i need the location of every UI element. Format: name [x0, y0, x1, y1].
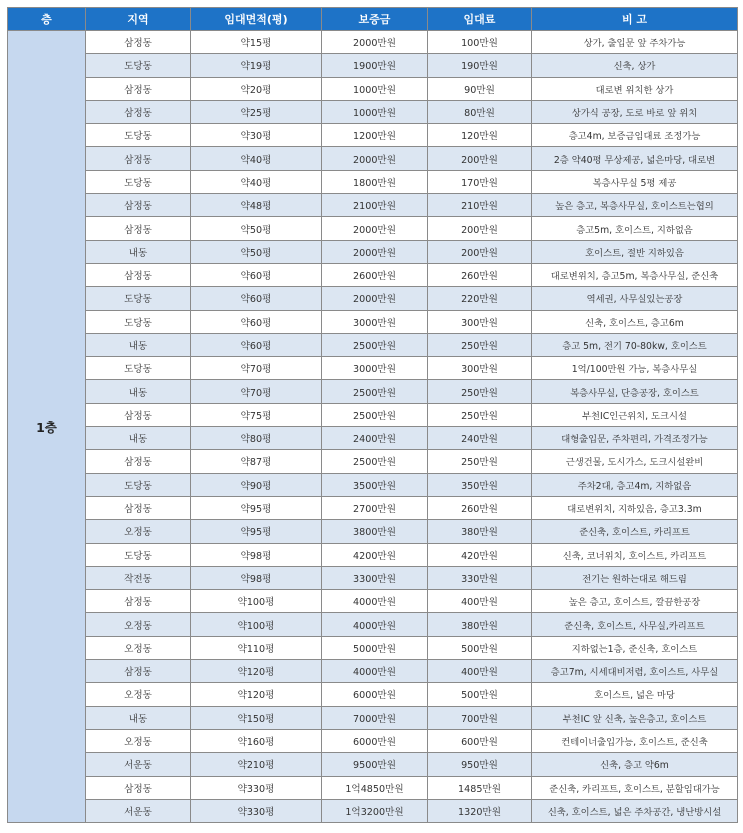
cell-area: 약210평	[191, 753, 322, 776]
cell-deposit: 3800만원	[322, 520, 428, 543]
table-row	[8, 566, 738, 589]
cell-note: 부천IC 앞 신축, 높은층고, 호이스트	[532, 706, 738, 729]
cell-deposit: 2000만원	[322, 240, 428, 263]
cell-deposit: 2000만원	[322, 31, 428, 54]
table-row	[8, 357, 738, 380]
cell-rent: 100만원	[428, 31, 532, 54]
cell-area: 약20평	[191, 77, 322, 100]
cell-note: 복층사무실 5평 제공	[532, 170, 738, 193]
table-row	[8, 54, 738, 77]
cell-deposit: 2600만원	[322, 263, 428, 286]
table-row	[8, 473, 738, 496]
header-deposit: 보증금	[322, 8, 428, 31]
cell-region: 도당동	[86, 543, 191, 566]
cell-region: 도당동	[86, 124, 191, 147]
cell-area: 약15평	[191, 31, 322, 54]
cell-rent: 90만원	[428, 77, 532, 100]
cell-rent: 1320만원	[428, 799, 532, 822]
table-row	[8, 310, 738, 333]
table-row	[8, 170, 738, 193]
cell-area: 약90평	[191, 473, 322, 496]
cell-area: 약160평	[191, 729, 322, 752]
cell-note: 1억/100만원 가능, 복층사무실	[532, 357, 738, 380]
cell-note: 역세권, 사무실있는공장	[532, 287, 738, 310]
cell-note: 준신축, 호이스트, 카리프트	[532, 520, 738, 543]
cell-deposit: 2000만원	[322, 217, 428, 240]
cell-note: 상가, 출입문 앞 주차가능	[532, 31, 738, 54]
cell-rent: 170만원	[428, 170, 532, 193]
cell-rent: 400만원	[428, 660, 532, 683]
cell-rent: 600만원	[428, 729, 532, 752]
cell-note: 컨테이너출입가능, 호이스트, 준신축	[532, 729, 738, 752]
cell-rent: 120만원	[428, 124, 532, 147]
cell-region: 삼정동	[86, 31, 191, 54]
table-row	[8, 380, 738, 403]
cell-region: 삼정동	[86, 100, 191, 123]
table-row	[8, 776, 738, 799]
table-row	[8, 450, 738, 473]
cell-area: 약110평	[191, 636, 322, 659]
table-row	[8, 403, 738, 426]
header-note: 비 고	[532, 8, 738, 31]
cell-rent: 250만원	[428, 333, 532, 356]
cell-area: 약60평	[191, 287, 322, 310]
table-row	[8, 333, 738, 356]
cell-rent: 950만원	[428, 753, 532, 776]
cell-region: 내동	[86, 427, 191, 450]
cell-deposit: 1억3200만원	[322, 799, 428, 822]
cell-area: 약40평	[191, 170, 322, 193]
cell-region: 오정동	[86, 636, 191, 659]
cell-region: 내동	[86, 706, 191, 729]
cell-note: 호이스트, 절반 지하있음	[532, 240, 738, 263]
cell-area: 약75평	[191, 403, 322, 426]
cell-area: 약60평	[191, 333, 322, 356]
table-row	[8, 520, 738, 543]
cell-note: 주차2대, 층고4m, 지하없음	[532, 473, 738, 496]
listing-table-container	[7, 7, 738, 823]
table-row	[8, 753, 738, 776]
cell-area: 약95평	[191, 496, 322, 519]
cell-rent: 200만원	[428, 240, 532, 263]
cell-area: 약98평	[191, 543, 322, 566]
cell-region: 삼정동	[86, 217, 191, 240]
cell-region: 삼정동	[86, 776, 191, 799]
cell-deposit: 2000만원	[322, 287, 428, 310]
cell-region: 삼정동	[86, 263, 191, 286]
cell-region: 내동	[86, 240, 191, 263]
table-row	[8, 240, 738, 263]
cell-deposit: 1000만원	[322, 77, 428, 100]
cell-note: 신축, 호이스트, 층고6m	[532, 310, 738, 333]
cell-area: 약330평	[191, 799, 322, 822]
table-row	[8, 287, 738, 310]
cell-rent: 80만원	[428, 100, 532, 123]
cell-area: 약95평	[191, 520, 322, 543]
cell-region: 작전동	[86, 566, 191, 589]
cell-rent: 250만원	[428, 403, 532, 426]
cell-rent: 190만원	[428, 54, 532, 77]
table-row	[8, 683, 738, 706]
cell-note: 전기는 원하는대로 해드림	[532, 566, 738, 589]
cell-area: 약98평	[191, 566, 322, 589]
cell-rent: 420만원	[428, 543, 532, 566]
header-rent: 임대료	[428, 8, 532, 31]
cell-note: 대형출입문, 주차편리, 가격조정가능	[532, 427, 738, 450]
cell-area: 약30평	[191, 124, 322, 147]
floor-label: 1층	[8, 31, 86, 823]
cell-deposit: 2000만원	[322, 147, 428, 170]
cell-deposit: 2500만원	[322, 380, 428, 403]
cell-area: 약120평	[191, 683, 322, 706]
cell-region: 내동	[86, 380, 191, 403]
cell-deposit: 6000만원	[322, 729, 428, 752]
cell-note: 층고5m, 호이스트, 지하없음	[532, 217, 738, 240]
cell-note: 신축, 호이스트, 넓은 주차공간, 냉난방시설	[532, 799, 738, 822]
cell-area: 약60평	[191, 310, 322, 333]
table-body	[8, 31, 738, 823]
cell-area: 약120평	[191, 660, 322, 683]
table-row	[8, 263, 738, 286]
cell-area: 약70평	[191, 357, 322, 380]
cell-note: 준신축, 카리프트, 호이스트, 분할임대가능	[532, 776, 738, 799]
cell-deposit: 2400만원	[322, 427, 428, 450]
table-row	[8, 147, 738, 170]
cell-rent: 260만원	[428, 496, 532, 519]
cell-area: 약48평	[191, 194, 322, 217]
table-row	[8, 194, 738, 217]
header-floor: 층	[8, 8, 86, 31]
cell-deposit: 1800만원	[322, 170, 428, 193]
table-row	[8, 729, 738, 752]
cell-note: 부천IC인근위치, 도크시설	[532, 403, 738, 426]
cell-deposit: 6000만원	[322, 683, 428, 706]
cell-rent: 380만원	[428, 613, 532, 636]
cell-region: 도당동	[86, 310, 191, 333]
cell-rent: 300만원	[428, 310, 532, 333]
cell-region: 삼정동	[86, 590, 191, 613]
cell-note: 층고7m, 시세대비저렴, 호이스트, 사무실	[532, 660, 738, 683]
cell-note: 준신축, 호이스트, 사무실,카리프트	[532, 613, 738, 636]
cell-note: 근생건물, 도시가스, 도크시설완비	[532, 450, 738, 473]
cell-deposit: 4000만원	[322, 613, 428, 636]
cell-deposit: 5000만원	[322, 636, 428, 659]
table-row	[8, 427, 738, 450]
cell-region: 도당동	[86, 473, 191, 496]
cell-deposit: 9500만원	[322, 753, 428, 776]
cell-note: 층고 5m, 전기 70-80kw, 호이스트	[532, 333, 738, 356]
cell-rent: 330만원	[428, 566, 532, 589]
cell-deposit: 1억4850만원	[322, 776, 428, 799]
cell-note: 상가식 공장, 도로 바로 앞 위치	[532, 100, 738, 123]
cell-note: 대로변 위치한 상가	[532, 77, 738, 100]
cell-area: 약60평	[191, 263, 322, 286]
cell-note: 신축, 상가	[532, 54, 738, 77]
cell-area: 약19평	[191, 54, 322, 77]
cell-deposit: 3500만원	[322, 473, 428, 496]
cell-note: 높은 층고, 복층사무실, 호이스트는협의	[532, 194, 738, 217]
cell-area: 약50평	[191, 240, 322, 263]
cell-rent: 250만원	[428, 380, 532, 403]
cell-area: 약25평	[191, 100, 322, 123]
cell-region: 오정동	[86, 520, 191, 543]
header-region: 지역	[86, 8, 191, 31]
cell-deposit: 2500만원	[322, 333, 428, 356]
table-row	[8, 496, 738, 519]
cell-region: 오정동	[86, 683, 191, 706]
cell-area: 약150평	[191, 706, 322, 729]
table-row	[8, 590, 738, 613]
cell-deposit: 2500만원	[322, 403, 428, 426]
cell-note: 지하없는1층, 준신축, 호이스트	[532, 636, 738, 659]
cell-rent: 300만원	[428, 357, 532, 380]
cell-rent: 700만원	[428, 706, 532, 729]
table-row	[8, 124, 738, 147]
cell-deposit: 1000만원	[322, 100, 428, 123]
cell-rent: 500만원	[428, 683, 532, 706]
cell-region: 도당동	[86, 170, 191, 193]
cell-note: 높은 층고, 호이스트, 깔끔한공장	[532, 590, 738, 613]
cell-rent: 400만원	[428, 590, 532, 613]
cell-area: 약80평	[191, 427, 322, 450]
cell-region: 도당동	[86, 357, 191, 380]
header-area: 임대면적(평)	[191, 8, 322, 31]
table-row	[8, 636, 738, 659]
cell-note: 층고4m, 보증금임대료 조정가능	[532, 124, 738, 147]
table-row	[8, 613, 738, 636]
cell-rent: 500만원	[428, 636, 532, 659]
cell-region: 삼정동	[86, 147, 191, 170]
cell-note: 대로변위치, 지하있음, 층고3.3m	[532, 496, 738, 519]
cell-deposit: 2700만원	[322, 496, 428, 519]
table-row	[8, 100, 738, 123]
cell-area: 약40평	[191, 147, 322, 170]
cell-rent: 200만원	[428, 147, 532, 170]
cell-note: 호이스트, 넓은 마당	[532, 683, 738, 706]
cell-note: 복층사무실, 단층공장, 호이스트	[532, 380, 738, 403]
cell-rent: 210만원	[428, 194, 532, 217]
rental-listing-table	[7, 7, 738, 823]
cell-deposit: 4200만원	[322, 543, 428, 566]
cell-area: 약50평	[191, 217, 322, 240]
cell-deposit: 1900만원	[322, 54, 428, 77]
cell-rent: 1485만원	[428, 776, 532, 799]
cell-rent: 380만원	[428, 520, 532, 543]
cell-region: 오정동	[86, 729, 191, 752]
cell-region: 삼정동	[86, 194, 191, 217]
table-header-row	[8, 8, 738, 31]
cell-deposit: 3000만원	[322, 357, 428, 380]
cell-region: 삼정동	[86, 660, 191, 683]
cell-area: 약330평	[191, 776, 322, 799]
cell-rent: 250만원	[428, 450, 532, 473]
cell-region: 삼정동	[86, 403, 191, 426]
cell-rent: 260만원	[428, 263, 532, 286]
cell-deposit: 4000만원	[322, 590, 428, 613]
cell-rent: 200만원	[428, 217, 532, 240]
cell-area: 약100평	[191, 590, 322, 613]
cell-rent: 220만원	[428, 287, 532, 310]
cell-region: 서운동	[86, 799, 191, 822]
cell-rent: 240만원	[428, 427, 532, 450]
cell-deposit: 2100만원	[322, 194, 428, 217]
cell-deposit: 3300만원	[322, 566, 428, 589]
cell-area: 약87평	[191, 450, 322, 473]
cell-deposit: 2500만원	[322, 450, 428, 473]
table-row	[8, 31, 738, 54]
cell-note: 신축, 층고 약6m	[532, 753, 738, 776]
cell-region: 도당동	[86, 54, 191, 77]
cell-rent: 350만원	[428, 473, 532, 496]
cell-region: 내동	[86, 333, 191, 356]
table-row	[8, 77, 738, 100]
cell-deposit: 4000만원	[322, 660, 428, 683]
cell-note: 대로변위치, 층고5m, 복층사무실, 준신축	[532, 263, 738, 286]
cell-region: 오정동	[86, 613, 191, 636]
table-row	[8, 660, 738, 683]
table-row	[8, 706, 738, 729]
cell-note: 신축, 코너위치, 호이스트, 카리프트	[532, 543, 738, 566]
cell-region: 삼정동	[86, 496, 191, 519]
cell-area: 약70평	[191, 380, 322, 403]
table-row	[8, 217, 738, 240]
table-row	[8, 543, 738, 566]
cell-area: 약100평	[191, 613, 322, 636]
cell-region: 도당동	[86, 287, 191, 310]
table-row	[8, 799, 738, 822]
cell-note: 2층 약40평 무상제공, 넓은마당, 대로변	[532, 147, 738, 170]
cell-deposit: 3000만원	[322, 310, 428, 333]
cell-deposit: 1200만원	[322, 124, 428, 147]
cell-region: 서운동	[86, 753, 191, 776]
cell-region: 삼정동	[86, 450, 191, 473]
cell-region: 삼정동	[86, 77, 191, 100]
cell-deposit: 7000만원	[322, 706, 428, 729]
